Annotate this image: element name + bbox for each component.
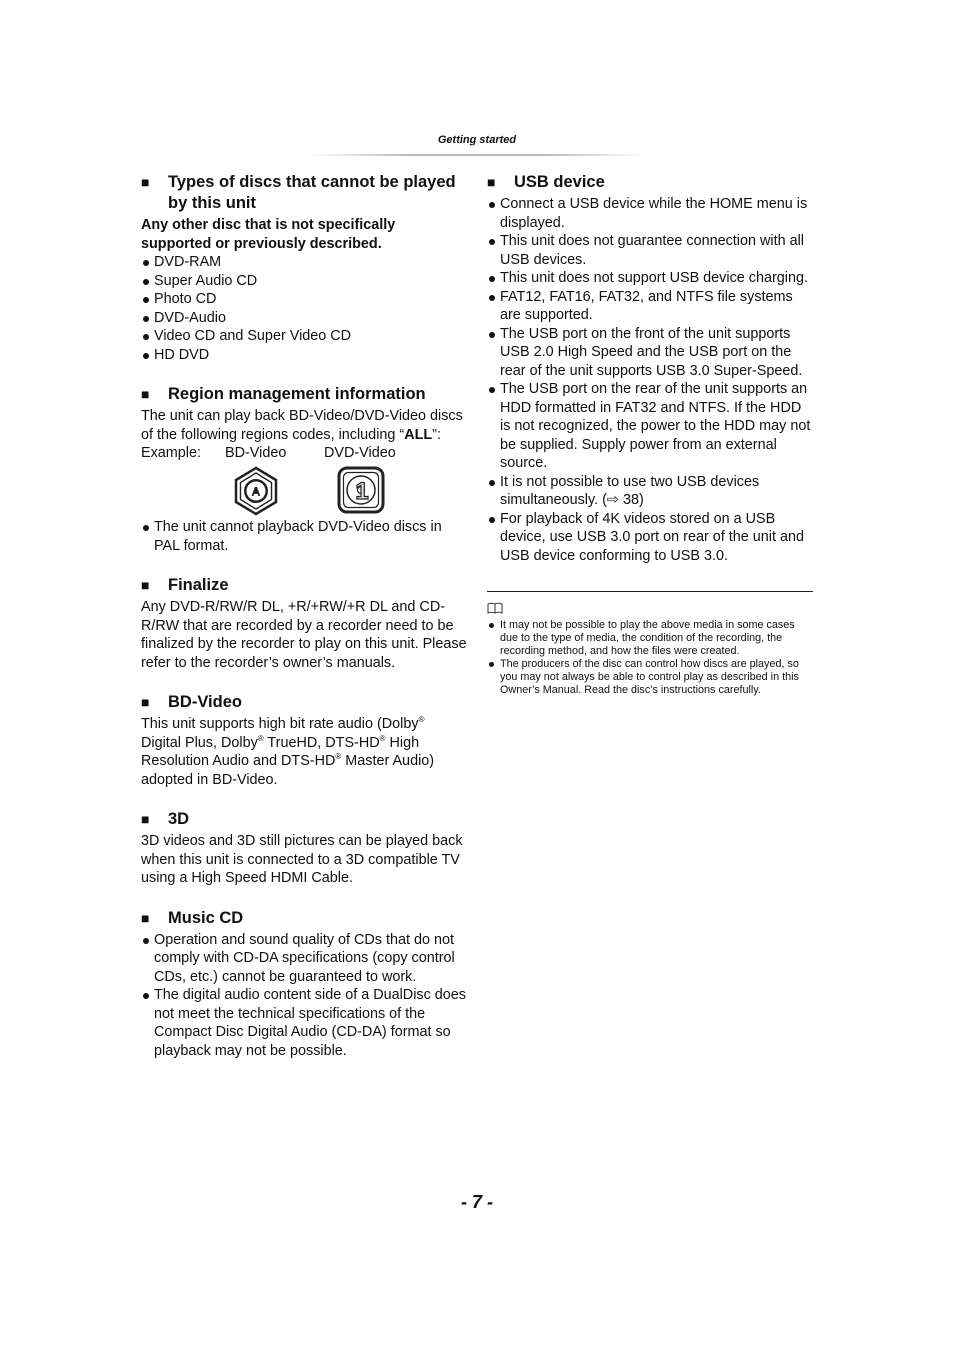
list-item: The USB port on the front of the unit supports USB 2.0 High Speed and the USB port on the rear of the unit supports USB 3.0 Super-Speed. [487, 325, 813, 381]
list-item: Connect a USB device while the HOME menu is displayed. [487, 195, 813, 232]
example-dvd-label: DVD-Video [324, 445, 396, 461]
bd-region-a-icon [233, 466, 279, 516]
list-item: Operation and sound quality of CDs that do not comply with CD-DA specifications (copy control CDs, etc.) cannot be guaranteed to work. [141, 931, 467, 987]
example-label: Example: [141, 445, 201, 461]
types-subtitle: Any other disc that is not specifically supported or previously described. [141, 217, 396, 252]
section-title-text: Region management information [168, 385, 426, 403]
usb-list [487, 195, 813, 565]
bullet-square-icon: ■ [141, 386, 150, 402]
list-item: Photo CD [141, 290, 467, 309]
region-logos [141, 466, 467, 518]
list-item: HD DVD [141, 346, 467, 365]
section-title-region [141, 384, 467, 405]
list-item: Video CD and Super Video CD [141, 327, 467, 346]
example-row [141, 444, 467, 463]
section-title-text: USB device [514, 173, 605, 191]
list-item: The digital audio content side of a DualDisc does not meet the technical specifications of the Compact Disc Digital Audio (CD-DA) format so playback may not be possible. [141, 986, 467, 1060]
section-title-types [141, 172, 467, 214]
right-column [487, 172, 813, 697]
list-item: The producers of the disc can control how discs are played, so you may not always be able to control play as described in this Owner’s Manual. Read the disc’s instructions carefully. [487, 658, 813, 696]
list-item: For playback of 4K videos stored on a USB device, use USB 3.0 port on rear of the unit and USB device conforming to USB 3.0. [487, 510, 813, 566]
dvd-region-1-icon [337, 466, 385, 514]
running-header: Getting started [437, 134, 517, 146]
musiccd-list [141, 931, 467, 1061]
list-item: This unit does not support USB device charging. [487, 269, 813, 288]
page-number: - 7 - [460, 1192, 493, 1212]
header-divider [310, 154, 644, 156]
list-item: This unit does not guarantee connection with all USB devices. [487, 232, 813, 269]
list-item: DVD-Audio [141, 309, 467, 328]
threed-text: 3D videos and 3D still pictures can be played back when this unit is connected to a 3D compatible TV using a High Speed HDMI Cable. [141, 833, 463, 886]
section-title-text: BD-Video [168, 693, 242, 711]
region-text: The unit can play back BD-Video/DVD-Video discs of the following regions codes, including “ALL”: [141, 408, 463, 443]
notes-list [487, 619, 813, 697]
section-title-musiccd [141, 908, 467, 929]
section-title-3d [141, 809, 467, 830]
left-column [141, 172, 467, 1060]
list-item: FAT12, FAT16, FAT32, and NTFS file systems are supported. [487, 288, 813, 325]
types-list [141, 253, 467, 364]
list-item: It is not possible to use two USB devices simultaneously. (⇨ 38) [487, 473, 813, 510]
region-note-list [141, 518, 467, 555]
svg-text:A: A [251, 484, 261, 499]
bullet-square-icon: ■ [141, 811, 150, 827]
list-item: It may not be possible to play the above media in some cases due to the type of media, the condition of the recording, the recording method, and how the files were created. [487, 619, 813, 657]
section-title-text: 3D [168, 810, 190, 828]
section-title-finalize [141, 575, 467, 596]
example-bd-label: BD-Video [225, 445, 287, 461]
finalize-text: Any DVD-R/RW/R DL, +R/+RW/+R DL and CD-R/RW that are recorded by a recorder need to be finalized by the recorder to play on this unit. Please refer to the recorder’s owner’s manuals. [141, 599, 467, 671]
bullet-square-icon: ■ [141, 909, 150, 926]
list-item: The USB port on the rear of the unit supports an HDD formatted in FAT32 and NTFS. If the HDD is not recognized, the power to the HDD may not be supplied. Supply power from an external source. [487, 380, 813, 473]
bullet-square-icon: ■ [141, 577, 150, 593]
note-book-icon [487, 601, 813, 615]
svg-text:1: 1 [355, 478, 369, 505]
list-item: Super Audio CD [141, 272, 467, 291]
bdvideo-text: This unit supports high bit rate audio (Dolby® Digital Plus, Dolby® TrueHD, DTS-HD® High Resolution Audio and DTS-HD® Master Audio) adopted in BD-Video. [141, 715, 435, 788]
list-item: The unit cannot playback DVD-Video discs in PAL format. [141, 518, 467, 555]
list-item: DVD-RAM [141, 253, 467, 272]
note-divider [487, 591, 813, 592]
page-reference-arrow-icon: ⇨ [606, 492, 619, 508]
section-title-usb [487, 172, 813, 193]
section-title-text: Finalize [168, 576, 229, 594]
section-title-text: Types of discs that cannot be played by this unit [168, 173, 456, 212]
bullet-square-icon: ■ [487, 174, 496, 190]
section-title-bdvideo [141, 692, 467, 713]
bullet-square-icon: ■ [141, 174, 150, 190]
section-title-text: Music CD [168, 908, 244, 927]
bullet-square-icon: ■ [141, 694, 150, 710]
